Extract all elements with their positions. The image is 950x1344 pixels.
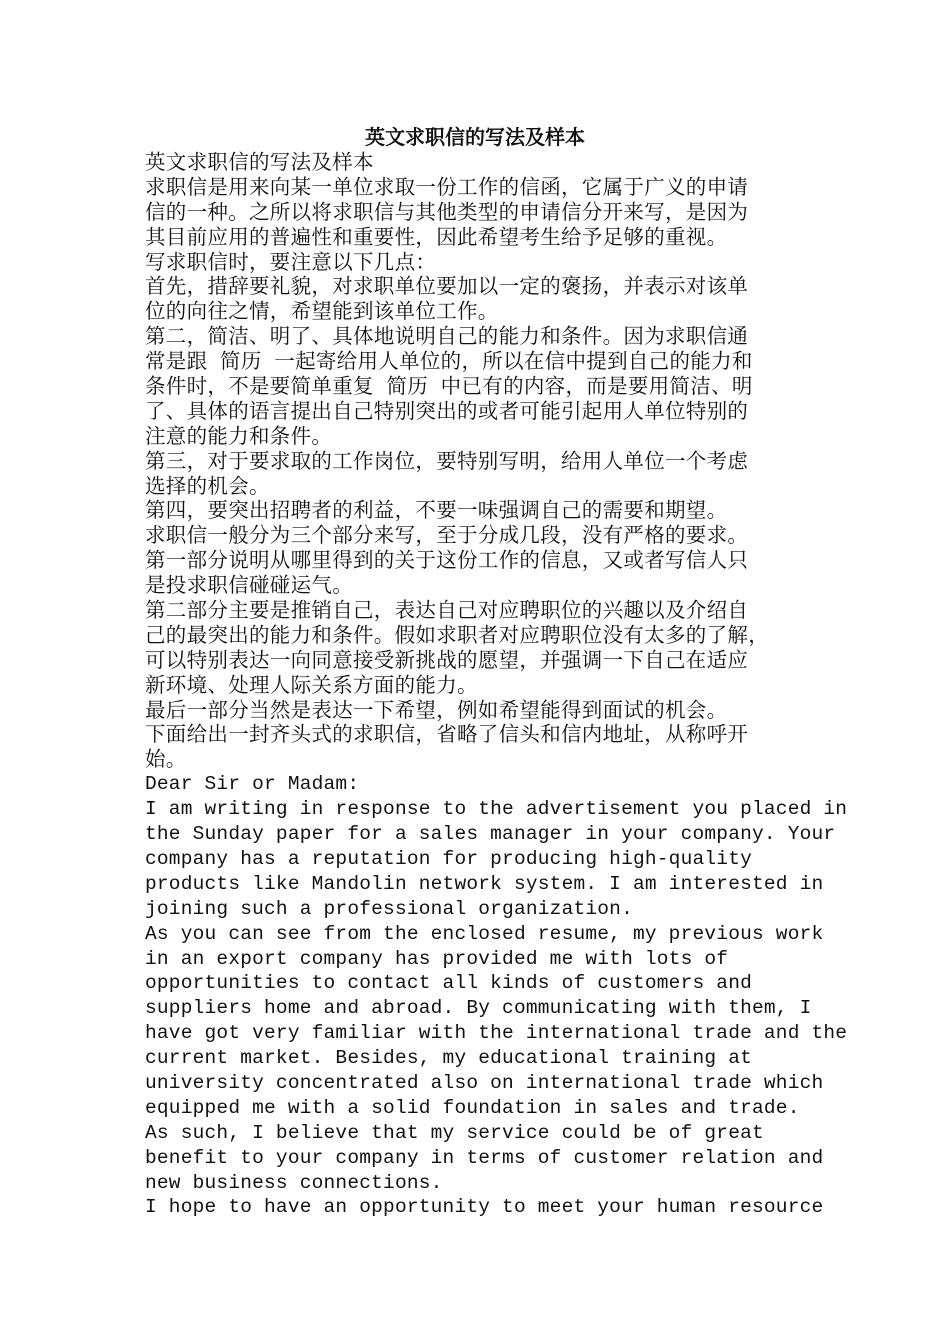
text-line: opportunities to contact all kinds of customers and [145, 972, 752, 995]
text-line: 可以特别表达一向同意接受新挑战的愿望，并强调一下自己在适应 [145, 647, 749, 672]
document-body [145, 150, 848, 1220]
text-line: 己的最突出的能力和条件。假如求职者对应聘职位没有太多的了解， [145, 622, 769, 647]
text-line: As such, I believe that my service could be of great [145, 1121, 764, 1144]
text-line: 求职信是用来向某一单位求取一份工作的信函，它属于广义的申请 [145, 174, 749, 199]
text-line: 新环境、处理人际关系方面的能力。 [145, 672, 478, 697]
text-line: 英文求职信的写法及样本 [145, 150, 374, 174]
text-line: 第一部分说明从哪里得到的关于这份工作的信息，又或者写信人只 [145, 548, 749, 573]
text-line: university concentrated also on international trade which [145, 1071, 824, 1094]
text-line: 第三，对于要求取的工作岗位，要特别写明，给用人单位一个考虑 [145, 448, 749, 473]
text-line: 位的向往之情，希望能到该单位工作。 [145, 299, 499, 324]
text-line: Dear Sir or Madam: [145, 773, 360, 796]
text-line: As you can see from the enclosed resume, my previous work [145, 922, 824, 945]
text-line: joining such a professional organization. [145, 897, 633, 920]
text-line: 第二部分主要是推销自己，表达自己对应聘职位的兴趣以及介绍自 [145, 598, 749, 623]
text-line: 最后一部分当然是表达一下希望，例如希望能得到面试的机会。 [145, 697, 728, 722]
text-line: in an export company has provided me with lots of [145, 947, 729, 970]
text-line: 第四，要突出招聘者的利益，不要一味强调自己的需要和期望。 [145, 498, 728, 523]
text-line: 其目前应用的普遍性和重要性，因此希望考生给予足够的重视。 [145, 224, 728, 249]
text-line: suppliers home and abroad. By communicating with them, I [145, 997, 812, 1020]
text-line: 始。 [145, 747, 187, 772]
text-line: 首先，措辞要礼貌，对求职单位要加以一定的褒扬，并表示对该单 [145, 274, 749, 299]
text-line: 第二，简洁、明了、具体地说明自己的能力和条件。因为求职信通 [145, 324, 749, 349]
text-line: products like Mandolin network system. I am interested in [145, 872, 824, 895]
text-line: I hope to have an opportunity to meet your human resource [145, 1196, 824, 1219]
text-line: 条件时，不是要简单重复 简历 中已有的内容，而是要用简洁、明 [145, 374, 753, 399]
text-line: benefit to your company in terms of customer relation and [145, 1146, 824, 1169]
text-line: 常是跟 简历 一起寄给用人单位的，所以在信中提到自己的能力和 [145, 349, 753, 374]
text-line: 是投求职信碰碰运气。 [145, 573, 353, 598]
text-line: 注意的能力和条件。 [145, 423, 333, 448]
text-line: 下面给出一封齐头式的求职信，省略了信头和信内地址，从称呼开 [145, 722, 749, 747]
document-title: 英文求职信的写法及样本 [365, 125, 585, 149]
text-line: the Sunday paper for a sales manager in your company. Your [145, 823, 836, 846]
text-line: 了、具体的语言提出自己特别突出的或者可能引起用人单位特别的 [145, 398, 749, 423]
text-line: equipped me with a solid foundation in sales and trade. [145, 1096, 800, 1119]
text-line: have got very familiar with the international trade and the [145, 1022, 848, 1045]
text-line: I am writing in response to the advertisement you placed in [145, 798, 848, 821]
text-line: 求职信一般分为三个部分来写，至于分成几段，没有严格的要求。 [145, 523, 749, 548]
text-line: 选择的机会。 [145, 473, 270, 498]
text-line: current market. Besides, my educational training at [145, 1047, 752, 1070]
text-line: new business connections. [145, 1171, 443, 1194]
text-line: 信的一种。之所以将求职信与其他类型的申请信分开来写，是因为 [145, 199, 749, 224]
text-line: company has a reputation for producing high-quality [145, 847, 752, 870]
text-line: 写求职信时，要注意以下几点： [145, 249, 437, 274]
